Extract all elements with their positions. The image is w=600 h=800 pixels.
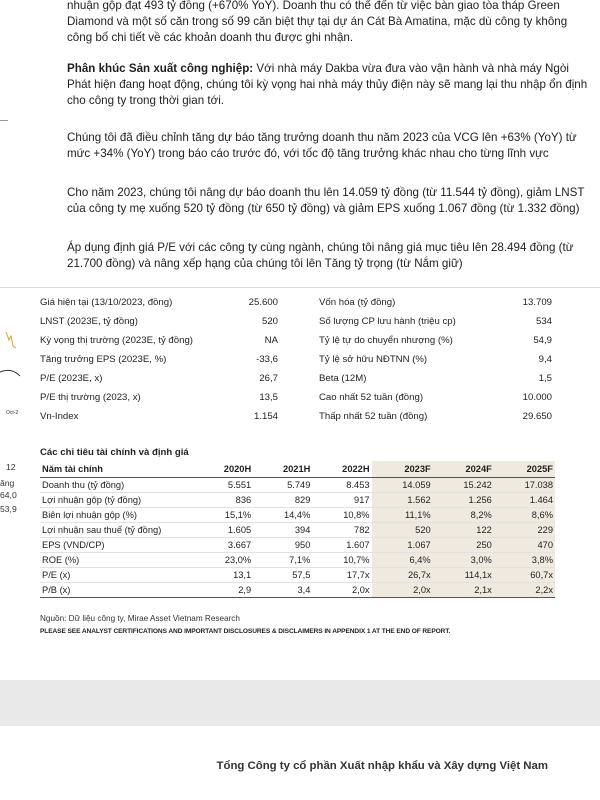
cropped-price-chart [0,320,30,380]
cell: 6,4% [372,553,433,568]
stock-info-row [40,392,564,406]
cell: 2,1x [433,583,494,598]
edge-text-1: 12 [6,462,16,472]
row-label: Lợi nhuận gộp (tỷ đồng) [40,493,194,508]
row-label: Doanh thu (tỷ đồng) [40,478,194,493]
info-value: NA [264,335,278,346]
paragraph-valuation: Áp dụng định giá P/E với các công ty cùng ngành, chúng tôi nâng giá mục tiêu lên 28.494 đồng (từ 21.700 đồng) và nâng xếp hạng của chúng tôi lên Tăng tỷ trọng (từ Nắm giữ) [67,241,574,270]
cell: 10,8% [312,508,371,523]
info-value: 9,4 [538,354,552,365]
cell: 8,6% [494,508,555,523]
divider [0,120,8,121]
cell: 229 [494,523,555,538]
cell: 14.059 [372,478,433,493]
cell: 114,1x [433,568,494,583]
cell: 11,1% [372,508,433,523]
row-label: P/B (x) [40,583,194,598]
paragraph-forecast-revision: Chúng tôi đã điều chỉnh tăng dự báo tăng trưởng doanh thu năm 2023 của VCG lên +63% (YoY) từ mức +34% (YoY) trong báo cáo trước đó, với tốc độ tăng trưởng khác nhau cho từng lĩnh vực [67,131,577,160]
stock-info-row [40,354,564,368]
segment-text: Với nhà máy Dakba vừa đưa vào vận hành và nhà máy Ngòi Phát hiện đang hoạt động, chúng tôi kỳ vọng hai nhà máy thủy điện này sẽ mang lại thu nhập ổn định cho công ty trong thời gian tới. [67,62,588,107]
col-header: 2020H [194,461,253,478]
stock-info-row [40,297,564,311]
cell: 1.607 [312,538,371,553]
info-value: 54,9 [533,335,552,346]
cell: 829 [253,493,312,508]
cell: 917 [312,493,371,508]
info-label: Beta (12M) [319,373,367,384]
cell: 3,8% [494,553,555,568]
row-label: EPS (VND/CP) [40,538,194,553]
stock-info-row [40,411,564,425]
info-value: 534 [535,316,552,327]
cell: 3,0% [433,553,494,568]
paragraph-industrial-segment [67,61,589,109]
row-label: P/E (x) [40,568,194,583]
table-title: Các chỉ tiêu tài chính và định giá [40,447,189,458]
cell: 470 [494,538,555,553]
cell: 2,2x [494,583,555,598]
page-gap [0,680,600,726]
col-header: 2024F [433,461,494,478]
table-row [40,568,555,583]
cell: 15.242 [433,478,494,493]
source-note: Nguồn: Dữ liệu công ty, Mirae Asset Vietnam Research [40,614,240,623]
cell: 1.256 [433,493,494,508]
edge-text-4: 53,9 [0,504,17,514]
info-label: Số lượng CP lưu hành (triệu cp) [319,316,456,327]
table-row [40,493,555,508]
info-label: Thấp nhất 52 tuần (đồng) [319,411,428,422]
cell: 23,0% [194,553,253,568]
table-header-row [40,461,555,478]
info-label: Vốn hóa (tỷ đồng) [319,297,396,308]
info-value: 1,5 [538,373,552,384]
cell: 10,7% [312,553,371,568]
info-value: 25.600 [248,297,278,308]
stock-info-row [40,316,564,330]
info-value: 13,5 [259,392,278,403]
cell: 60,7x [494,568,555,583]
edge-text-2: ăng [0,478,15,488]
cell: 3.667 [194,538,253,553]
info-label: Kỳ vọng thị trường (2023E, tỷ đồng) [40,335,193,346]
col-header: 2021H [253,461,312,478]
table-row [40,538,555,553]
cell: 26,7x [372,568,433,583]
cell: 8.453 [312,478,371,493]
cell: 2,0x [312,583,371,598]
info-label: P/E thị trường (2023, x) [40,392,141,403]
cell: 520 [372,523,433,538]
cell: 122 [433,523,494,538]
info-label: Cao nhất 52 tuần (đồng) [319,392,424,403]
info-label: Giá hiện tại (13/10/2023, đồng) [40,297,173,308]
cell: 1.464 [494,493,555,508]
paragraph-2023-forecast: Cho năm 2023, chúng tôi nâng dự báo doanh thu lên 14.059 tỷ đồng (từ 11.544 tỷ đồng), giảm LNST của công ty mẹ xuống 520 tỷ đồng (từ 650 tỷ đồng) và giảm EPS xuống 1.067 đồng (từ 1.332 đồng) [67,186,585,215]
info-value: 26,7 [259,373,278,384]
cell: 950 [253,538,312,553]
cell: 2,0x [372,583,433,598]
page-footer: Tổng Công ty cổ phần Xuất nhập khẩu và Xây dựng Việt Nam [216,760,548,772]
info-value: 1.154 [253,411,278,422]
cell: 394 [253,523,312,538]
info-label: Tỷ lệ tự do chuyển nhượng (%) [319,335,453,346]
cell: 57,5 [253,568,312,583]
table-row [40,553,555,568]
cell: 14,4% [253,508,312,523]
disclaimer: PLEASE SEE ANALYST CERTIFICATIONS AND IMPORTANT DISCLOSURES & DISCLAIMERS IN APPENDIX 1 AT THE END OF REPORT. [40,628,451,635]
cell: 8,2% [433,508,494,523]
cell: 1.605 [194,523,253,538]
cell: 250 [433,538,494,553]
row-label: Lợi nhuận sau thuế (tỷ đồng) [40,523,194,538]
info-label: Vn-Index [40,411,79,422]
segment-heading: Phân khúc Sản xuất công nghiệp: [67,62,254,75]
info-value: 13.709 [522,297,552,308]
section-divider [0,287,600,288]
info-label: Tăng trưởng EPS (2023E, %) [40,354,167,365]
col-header: 2025F [494,461,555,478]
stock-info-row [40,335,564,349]
cell: 15,1% [194,508,253,523]
cell: 3,4 [253,583,312,598]
cell: 1.562 [372,493,433,508]
table-row [40,583,555,598]
paragraph-revenue-recognition: nhuận gộp đạt 493 tỷ đồng (+670% YoY). Doanh thu có thể đến từ việc bàn giao tòa tháp Green Diamond và một số căn trong số 99 căn biệt thự tại dự án Cát Bà Amatina, mặc dù công ty không công bố chi tiết về các khoản doanh thu được ghi nhận. [67,0,568,44]
edge-text-3: 64,0 [0,490,17,500]
info-label: P/E (2023E, x) [40,373,103,384]
cell: 5.749 [253,478,312,493]
financial-table [40,461,555,598]
row-label: Biên lợi nhuận gộp (%) [40,508,194,523]
info-value: 520 [261,316,278,327]
stock-info-row [40,373,564,387]
col-header: Năm tài chính [40,461,194,478]
info-value: 29.650 [522,411,552,422]
cell: 836 [194,493,253,508]
table-row [40,478,555,493]
info-label: LNST (2023E, tỷ đồng) [40,316,138,327]
col-header: 2023F [372,461,433,478]
chart-axis-fragment: Oct-2 [6,410,19,416]
cell: 17.038 [494,478,555,493]
cell: 17,7x [312,568,371,583]
cell: 1.067 [372,538,433,553]
cell: 13,1 [194,568,253,583]
row-label: ROE (%) [40,553,194,568]
table-row [40,523,555,538]
info-value: 10.000 [522,392,552,403]
info-label: Tỷ lệ sở hữu NĐTNN (%) [319,354,428,365]
col-header: 2022H [312,461,371,478]
cell: 5.551 [194,478,253,493]
table-row [40,508,555,523]
cell: 782 [312,523,371,538]
cell: 7,1% [253,553,312,568]
cell: 2,9 [194,583,253,598]
info-value: -33,6 [256,354,278,365]
